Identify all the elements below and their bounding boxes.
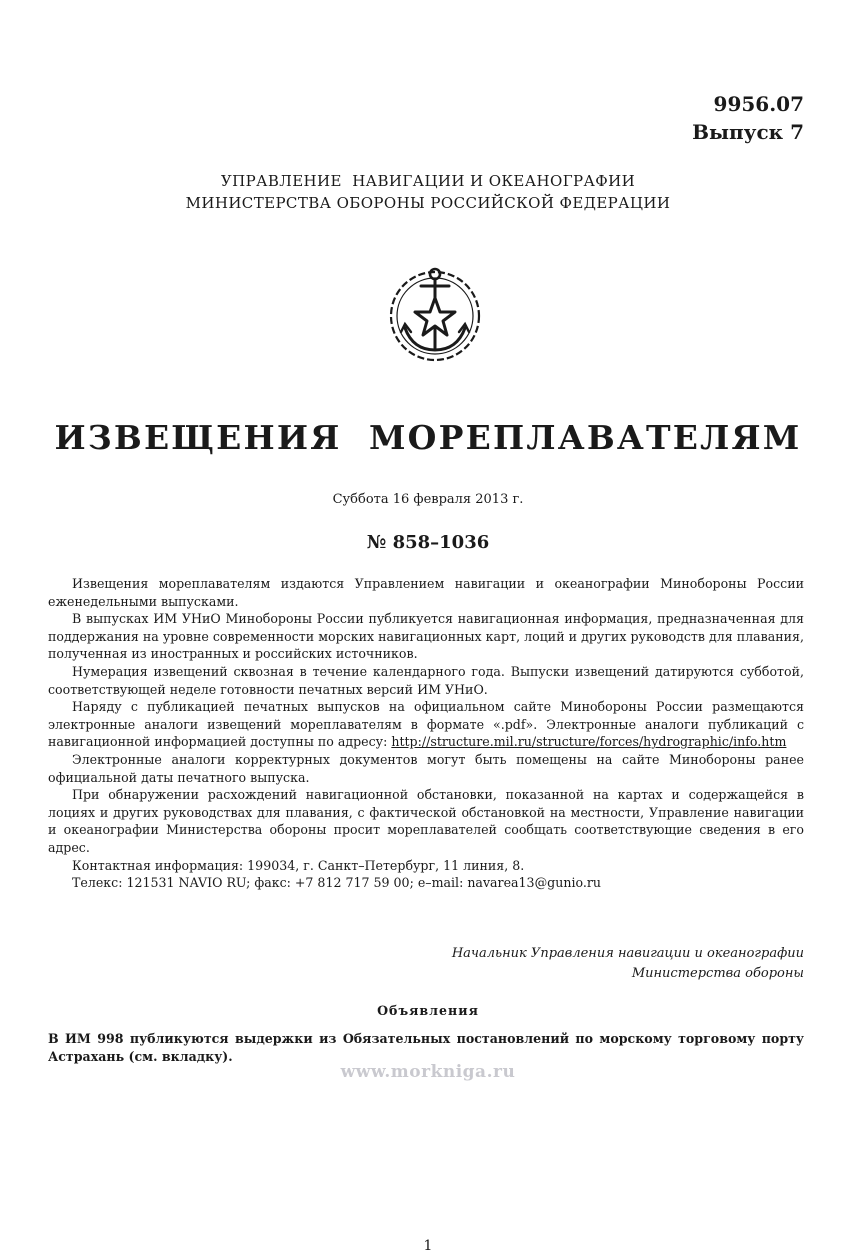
page-number: 1: [423, 1238, 433, 1254]
notice-numbers: № 858–1036: [366, 532, 490, 553]
signature-block: [452, 944, 804, 984]
agency-line-2: МИНИСТЕРСТВА ОБОРОНЫ РОССИЙСКОЙ ФЕДЕРАЦИИ: [185, 194, 671, 212]
paragraph-discrepancies: При обнаружении расхождений навигационной обстановки, показанной на картах и содержащейся в лоциях и других руководствах для плавания, с фактической обстановкой на местности, Управление навигации и океанографии Министерства обороны просит мореплавателей сообщать соответствующие сведения в его адрес.: [48, 787, 804, 855]
anchor-star-chain-emblem-icon: [383, 262, 487, 366]
agency-name: [0, 170, 856, 214]
body-text: [48, 575, 804, 892]
issue-number: Выпуск 7: [692, 120, 804, 144]
page-title: ИЗВЕЩЕНИЯ МОРЕПЛАВАТЕЛЯМ: [54, 418, 802, 457]
paragraph-publication: Извещения мореплавателям издаются Управлением навигации и океанографии Минобороны России еженедельными выпусками.: [48, 576, 804, 609]
signature-line-2: Министерства обороны: [631, 966, 804, 981]
paragraph-early-publication: Электронные аналоги корректурных документов могут быть помещены на сайте Минобороны ранее официальной даты печатного выпуска.: [48, 751, 804, 785]
agency-line-1: УПРАВЛЕНИЕ НАВИГАЦИИ И ОКЕАНОГРАФИИ: [220, 172, 636, 190]
announcements-heading: Объявления: [377, 1003, 479, 1018]
paragraph-electronic: [48, 698, 804, 751]
hydrographic-info-link[interactable]: http://structure.mil.ru/structure/forces/hydrographic/info.htm: [391, 734, 787, 750]
document-code-block: [692, 90, 804, 146]
announcements-text: В ИМ 998 публикуются выдержки из Обязательных постановлений по морскому торговому порту Астрахань (см. вкладку).: [48, 1031, 804, 1064]
issue-date: Суббота 16 февраля 2013 г.: [332, 492, 524, 507]
signature-line-1: Начальник Управления навигации и океанографии: [451, 946, 804, 961]
paragraph-electronic-text: Наряду с публикацией печатных выпусков на официальном сайте Минобороны России размещаются электронные аналоги извещений мореплавателям в формате «.pdf». Электронные аналоги публикаций с навигационной информацией доступны по адресу:: [48, 699, 804, 750]
contact-telex: Телекс: 121531 NAVIO RU; факс: +7 812 717 59 00; e–mail: navarea13@gunio.ru: [72, 875, 601, 891]
paragraph-numbering: Нумерация извещений сквозная в течение календарного года. Выпуски извещений датируются субботой, соответствующей неделе готовности печатных версий ИМ УНиО.: [48, 663, 804, 697]
paragraph-content: В выпусках ИМ УНиО Минобороны России публикуется навигационная информация, предназначенная для поддержания на уровне современности морских навигационных карт, лоций и других руководств для плавания, полученная из иностранных и российских источников.: [48, 611, 804, 662]
document-code: 9956.07: [713, 92, 804, 116]
watermark: www.morkniga.ru: [340, 1062, 516, 1082]
contact-address: Контактная информация: 199034, г. Санкт–Петербург, 11 линия, 8.: [72, 857, 525, 873]
